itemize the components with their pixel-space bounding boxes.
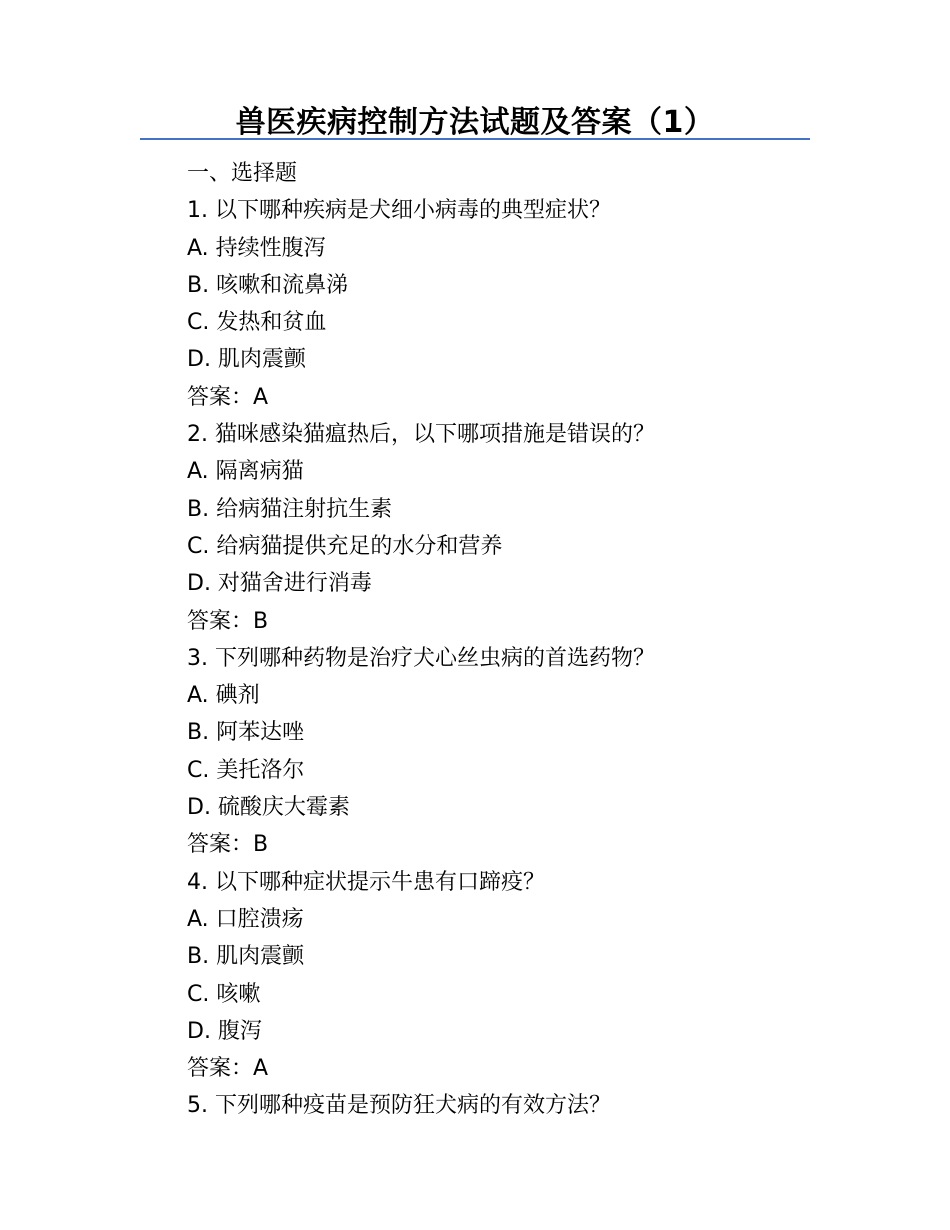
answer-line: 答案：B [187,832,269,858]
answer-line: 答案：A [187,384,269,410]
option-a: A. 口腔溃疡 [187,906,304,932]
option-c: C. 发热和贫血 [187,310,327,336]
question-block-1 [187,192,827,416]
question-text: 3. 下列哪种药物是治疗犬心丝虫病的首选药物？ [187,645,655,671]
option-a: A. 隔离病猫 [187,459,304,485]
answer-line: 答案：A [187,1056,269,1082]
option-d: D. 肌肉震颤 [187,347,306,373]
option-d: D. 对猫舍进行消毒 [187,571,372,597]
question-text: 5. 下列哪种疫苗是预防狂犬病的有效方法？ [187,1093,611,1119]
title-underline [140,138,810,140]
option-b: B. 肌肉震颤 [187,944,305,970]
question-text: 1. 以下哪种疾病是犬细小病毒的典型症状？ [187,198,611,224]
question-block-4 [187,864,827,1088]
question-block-3 [187,640,827,864]
option-b: B. 咳嗽和流鼻涕 [187,272,349,298]
section-heading: 一、选择题 [187,161,298,186]
question-text: 2. 猫咪感染猫瘟热后，以下哪项措施是错误的？ [187,422,655,448]
option-a: A. 持续性腹泻 [187,235,326,261]
answer-line: 答案：B [187,608,269,634]
option-d: D. 硫酸庆大霉素 [187,795,350,821]
option-a: A. 碘剂 [187,683,260,709]
document-title: 兽医疾病控制方法试题及答案（1） [235,105,715,140]
document-body [187,155,827,1125]
question-block-5 [187,1087,827,1124]
option-b: B. 阿苯达唑 [187,720,305,746]
option-d: D. 腹泻 [187,1018,262,1044]
question-text: 4. 以下哪种症状提示牛患有口蹄疫？ [187,869,545,895]
option-c: C. 咳嗽 [187,981,261,1007]
option-c: C. 美托洛尔 [187,757,305,783]
option-c: C. 给病猫提供充足的水分和营养 [187,533,503,559]
question-block-2 [187,416,827,640]
option-b: B. 给病猫注射抗生素 [187,496,393,522]
